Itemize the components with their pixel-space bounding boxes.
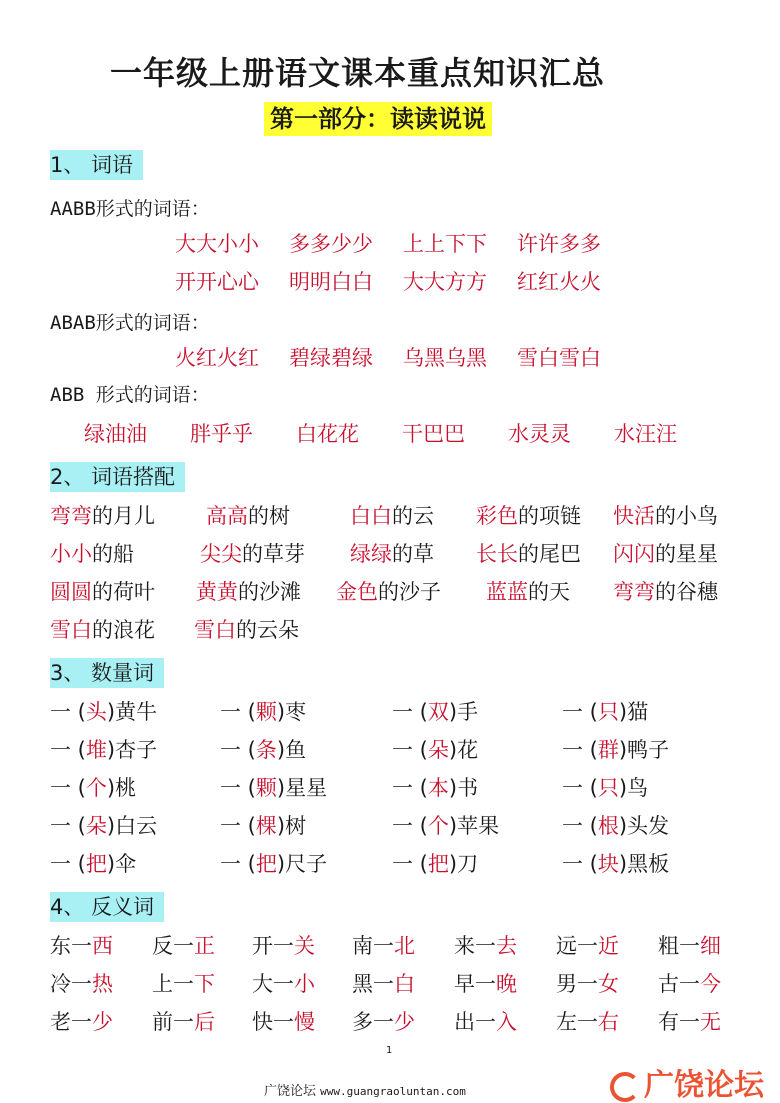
measure-noun: 苹果: [457, 814, 500, 838]
collocation-noun: 的沙滩: [238, 580, 301, 604]
collocation-item: [50, 500, 155, 530]
measure-noun: 头发: [627, 814, 670, 838]
measure-prefix: 一 (: [50, 738, 86, 762]
measure-prefix: 一 (: [392, 700, 428, 724]
antonym-dash: 一: [273, 934, 294, 958]
antonym-pair: [658, 1006, 721, 1036]
measure-classifier: 棵: [255, 814, 277, 838]
antonym-first: 快: [252, 1010, 273, 1034]
antonym-dash: 一: [71, 972, 92, 996]
antonym-dash: 一: [273, 972, 294, 996]
antonym-dash: 一: [679, 934, 700, 958]
measure-suffix: ): [276, 738, 286, 762]
measure-prefix: 一 (: [220, 852, 256, 876]
antonym-dash: 一: [679, 1010, 700, 1034]
antonym-pair: [658, 968, 721, 998]
logo-icon: [610, 1072, 640, 1102]
collocation-adjective: 弯弯: [613, 580, 655, 604]
abab-word: 乌黑乌黑: [403, 346, 487, 370]
section-heading-antonyms: 4、 反义词: [50, 892, 164, 922]
measure-classifier: 双: [427, 700, 449, 724]
antonym-first: 反: [152, 934, 173, 958]
collocation-item: [613, 538, 718, 568]
measure-noun: 枣: [285, 700, 307, 724]
antonym-first: 左: [556, 1010, 577, 1034]
collocation-adjective: 小小: [50, 542, 92, 566]
antonym-second: 今: [700, 972, 721, 996]
collocation-adjective: 黄黄: [196, 580, 238, 604]
collocation-noun: 的小鸟: [655, 504, 718, 528]
antonym-dash: 一: [173, 934, 194, 958]
measure-word-item: [562, 696, 648, 726]
measure-classifier: 只: [597, 776, 619, 800]
measure-word-item: [220, 810, 306, 840]
antonym-pair: [454, 968, 517, 998]
antonym-second: 晚: [496, 972, 517, 996]
antonym-first: 前: [152, 1010, 173, 1034]
collocation-noun: 的星星: [655, 542, 718, 566]
measure-noun: 刀: [457, 852, 479, 876]
collocation-adjective: 快活: [613, 504, 655, 528]
collocation-item: [476, 500, 581, 530]
page-number: 1: [386, 1045, 393, 1056]
collocation-item: [200, 538, 305, 568]
measure-prefix: 一 (: [220, 814, 256, 838]
antonym-first: 南: [352, 934, 373, 958]
abab-label: ABAB形式的词语：: [50, 312, 210, 334]
antonym-second: 去: [496, 934, 517, 958]
measure-prefix: 一 (: [50, 852, 86, 876]
measure-suffix: ): [618, 776, 628, 800]
collocation-noun: 的云朵: [236, 618, 299, 642]
measure-suffix: ): [448, 814, 458, 838]
antonym-second: 小: [294, 972, 315, 996]
antonym-pair: [556, 1006, 619, 1036]
measure-noun: 树: [285, 814, 307, 838]
antonym-dash: 一: [71, 1010, 92, 1034]
abab-word: 雪白雪白: [517, 346, 601, 370]
measure-noun: 鱼: [285, 738, 307, 762]
measure-suffix: ): [276, 814, 286, 838]
measure-word-item: [50, 848, 136, 878]
antonym-pair: [352, 1006, 415, 1036]
aabb-word: 上上下下: [403, 232, 487, 256]
collocation-item: [50, 576, 155, 606]
measure-word-item: [50, 772, 136, 802]
collocation-adjective: 雪白: [194, 618, 236, 642]
collocation-item: [50, 538, 134, 568]
antonym-dash: 一: [373, 1010, 394, 1034]
measure-word-item: [220, 772, 327, 802]
section-heading-words: 1、 词语: [50, 150, 143, 180]
antonym-first: 早: [454, 972, 475, 996]
measure-suffix: ): [618, 738, 628, 762]
antonym-pair: [352, 968, 415, 998]
collocation-adjective: 尖尖: [200, 542, 242, 566]
measure-noun: 伞: [115, 852, 137, 876]
measure-classifier: 块: [597, 852, 619, 876]
antonym-first: 有: [658, 1010, 679, 1034]
antonym-dash: 一: [475, 972, 496, 996]
measure-noun: 猫: [627, 700, 649, 724]
measure-word-item: [220, 848, 327, 878]
watermark-logo: [610, 1060, 764, 1103]
measure-suffix: ): [448, 700, 458, 724]
measure-prefix: 一 (: [220, 738, 256, 762]
collocation-item: [194, 614, 299, 644]
aabb-label: AABB形式的词语：: [50, 198, 210, 220]
collocation-item: [196, 576, 301, 606]
antonym-dash: 一: [373, 934, 394, 958]
measure-classifier: 个: [427, 814, 449, 838]
antonym-second: 北: [394, 934, 415, 958]
antonym-second: 右: [598, 1010, 619, 1034]
measure-noun: 星星: [285, 776, 328, 800]
collocation-item: [336, 576, 441, 606]
collocation-noun: 的船: [92, 542, 134, 566]
collocation-item: [476, 538, 581, 568]
antonym-dash: 一: [577, 1010, 598, 1034]
measure-noun: 鸟: [627, 776, 649, 800]
antonym-first: 出: [454, 1010, 475, 1034]
antonym-dash: 一: [475, 934, 496, 958]
antonym-second: 正: [194, 934, 215, 958]
antonym-pair: [252, 968, 315, 998]
part-subtitle: 第一部分：读读说说: [264, 102, 492, 136]
aabb-word: 明明白白: [289, 270, 373, 294]
measure-suffix: ): [448, 776, 458, 800]
footer-url: www.guangraoluntan.com: [320, 1085, 466, 1098]
measure-classifier: 朵: [85, 814, 107, 838]
aabb-word: 许许多多: [517, 232, 601, 256]
antonym-first: 黑: [352, 972, 373, 996]
antonym-first: 开: [252, 934, 273, 958]
abb-label: ABB 形式的词语：: [50, 384, 210, 406]
antonym-second: 少: [394, 1010, 415, 1034]
antonym-pair: [152, 1006, 215, 1036]
antonym-second: 慢: [294, 1010, 315, 1034]
antonym-second: 热: [92, 972, 113, 996]
abb-word: 水汪汪: [614, 422, 677, 446]
antonym-pair: [454, 1006, 517, 1036]
antonym-dash: 一: [273, 1010, 294, 1034]
antonym-second: 关: [294, 934, 315, 958]
antonym-second: 后: [194, 1010, 215, 1034]
collocation-adjective: 蓝蓝: [486, 580, 528, 604]
collocation-noun: 的谷穗: [655, 580, 718, 604]
measure-prefix: 一 (: [562, 776, 598, 800]
measure-word-item: [392, 696, 478, 726]
abb-word: 干巴巴: [402, 422, 465, 446]
measure-classifier: 条: [255, 738, 277, 762]
abab-word: 火红火红: [175, 346, 259, 370]
measure-classifier: 头: [85, 700, 107, 724]
measure-prefix: 一 (: [50, 776, 86, 800]
collocation-adjective: 闪闪: [613, 542, 655, 566]
measure-suffix: ): [618, 700, 628, 724]
collocation-noun: 的荷叶: [92, 580, 155, 604]
abab-word: 碧绿碧绿: [289, 346, 373, 370]
abb-word: 绿油油: [84, 422, 147, 446]
measure-classifier: 堆: [85, 738, 107, 762]
antonym-pair: [352, 930, 415, 960]
antonym-dash: 一: [373, 972, 394, 996]
measure-classifier: 本: [427, 776, 449, 800]
measure-suffix: ): [448, 852, 458, 876]
measure-prefix: 一 (: [50, 700, 86, 724]
measure-word-item: [220, 734, 306, 764]
measure-prefix: 一 (: [220, 700, 256, 724]
abb-word: 白花花: [296, 422, 359, 446]
antonym-pair: [252, 1006, 315, 1036]
antonym-second: 无: [700, 1010, 721, 1034]
collocation-noun: 的沙子: [378, 580, 441, 604]
antonym-first: 男: [556, 972, 577, 996]
collocation-noun: 的尾巴: [518, 542, 581, 566]
measure-prefix: 一 (: [220, 776, 256, 800]
antonym-first: 多: [352, 1010, 373, 1034]
measure-word-item: [562, 734, 669, 764]
measure-prefix: 一 (: [562, 738, 598, 762]
antonym-first: 粗: [658, 934, 679, 958]
antonym-second: 少: [92, 1010, 113, 1034]
measure-prefix: 一 (: [562, 814, 598, 838]
antonym-pair: [454, 930, 517, 960]
measure-classifier: 颗: [255, 776, 277, 800]
measure-word-item: [392, 810, 499, 840]
antonym-dash: 一: [173, 1010, 194, 1034]
antonym-pair: [50, 1006, 113, 1036]
measure-suffix: ): [106, 852, 116, 876]
collocation-item: [613, 500, 718, 530]
collocation-noun: 的草: [392, 542, 434, 566]
measure-suffix: ): [276, 852, 286, 876]
measure-word-item: [50, 696, 157, 726]
collocation-noun: 的草芽: [242, 542, 305, 566]
antonym-first: 东: [50, 934, 71, 958]
measure-word-item: [562, 810, 669, 840]
measure-prefix: 一 (: [392, 776, 428, 800]
aabb-word: 大大方方: [403, 270, 487, 294]
antonym-first: 远: [556, 934, 577, 958]
antonym-first: 古: [658, 972, 679, 996]
collocation-adjective: 雪白: [50, 618, 92, 642]
measure-word-item: [50, 734, 157, 764]
antonym-first: 来: [454, 934, 475, 958]
measure-prefix: 一 (: [392, 814, 428, 838]
collocation-adjective: 绿绿: [350, 542, 392, 566]
measure-classifier: 根: [597, 814, 619, 838]
antonym-second: 西: [92, 934, 113, 958]
antonym-first: 冷: [50, 972, 71, 996]
aabb-word: 大大小小: [175, 232, 259, 256]
aabb-word: 红红火火: [517, 270, 601, 294]
measure-suffix: ): [106, 776, 116, 800]
measure-classifier: 把: [85, 852, 107, 876]
measure-word-item: [562, 848, 669, 878]
collocation-noun: 的浪花: [92, 618, 155, 642]
section-heading-collocations: 2、 词语搭配: [50, 462, 185, 492]
antonym-second: 下: [194, 972, 215, 996]
antonym-dash: 一: [679, 972, 700, 996]
antonym-pair: [50, 968, 113, 998]
measure-noun: 黄牛: [115, 700, 158, 724]
measure-word-item: [562, 772, 648, 802]
measure-suffix: ): [618, 852, 628, 876]
collocation-item: [350, 538, 434, 568]
collocation-item: [206, 500, 290, 530]
measure-classifier: 群: [597, 738, 619, 762]
section-heading-measure-words: 3、 数量词: [50, 658, 164, 688]
measure-noun: 黑板: [627, 852, 670, 876]
measure-classifier: 颗: [255, 700, 277, 724]
aabb-word: 多多少少: [289, 232, 373, 256]
antonym-pair: [252, 930, 315, 960]
measure-classifier: 朵: [427, 738, 449, 762]
measure-suffix: ): [448, 738, 458, 762]
measure-classifier: 把: [255, 852, 277, 876]
measure-suffix: ): [106, 738, 116, 762]
antonym-dash: 一: [173, 972, 194, 996]
measure-noun: 花: [457, 738, 479, 762]
collocation-item: [50, 614, 155, 644]
antonym-pair: [556, 968, 619, 998]
antonym-pair: [658, 930, 721, 960]
measure-suffix: ): [106, 700, 116, 724]
collocation-noun: 的树: [248, 504, 290, 528]
measure-word-item: [392, 734, 478, 764]
antonym-pair: [152, 968, 215, 998]
collocation-item: [486, 576, 570, 606]
abb-word: 水灵灵: [508, 422, 571, 446]
measure-classifier: 只: [597, 700, 619, 724]
collocation-noun: 的云: [392, 504, 434, 528]
antonym-dash: 一: [577, 972, 598, 996]
antonym-second: 女: [598, 972, 619, 996]
measure-prefix: 一 (: [562, 700, 598, 724]
measure-prefix: 一 (: [392, 852, 428, 876]
measure-word-item: [220, 696, 306, 726]
collocation-noun: 的项链: [518, 504, 581, 528]
measure-suffix: ): [618, 814, 628, 838]
antonym-pair: [152, 930, 215, 960]
collocation-adjective: 长长: [476, 542, 518, 566]
measure-classifier: 把: [427, 852, 449, 876]
page-title: 一年级上册语文课本重点知识汇总: [110, 54, 606, 92]
watermark-text: 广饶论坛: [644, 1068, 764, 1103]
collocation-item: [350, 500, 434, 530]
measure-prefix: 一 (: [50, 814, 86, 838]
measure-noun: 书: [457, 776, 479, 800]
collocation-adjective: 高高: [206, 504, 248, 528]
collocation-adjective: 金色: [336, 580, 378, 604]
footer-site: 广饶论坛: [264, 1084, 317, 1099]
collocation-adjective: 白白: [350, 504, 392, 528]
measure-classifier: 个: [85, 776, 107, 800]
collocation-item: [613, 576, 718, 606]
measure-prefix: 一 (: [392, 738, 428, 762]
collocation-adjective: 彩色: [476, 504, 518, 528]
abb-word: 胖乎乎: [190, 422, 253, 446]
antonym-dash: 一: [475, 1010, 496, 1034]
antonym-dash: 一: [71, 934, 92, 958]
collocation-noun: 的月儿: [92, 504, 155, 528]
aabb-word: 开开心心: [175, 270, 259, 294]
measure-word-item: [392, 848, 478, 878]
collocation-adjective: 弯弯: [50, 504, 92, 528]
measure-suffix: ): [276, 700, 286, 724]
antonym-dash: 一: [577, 934, 598, 958]
measure-word-item: [50, 810, 157, 840]
measure-noun: 鸭子: [627, 738, 670, 762]
antonym-second: 细: [700, 934, 721, 958]
antonym-pair: [556, 930, 619, 960]
antonym-second: 入: [496, 1010, 517, 1034]
measure-noun: 尺子: [285, 852, 328, 876]
measure-suffix: ): [276, 776, 286, 800]
measure-noun: 桃: [115, 776, 137, 800]
antonym-pair: [50, 930, 113, 960]
measure-prefix: 一 (: [562, 852, 598, 876]
antonym-first: 上: [152, 972, 173, 996]
antonym-first: 大: [252, 972, 273, 996]
collocation-adjective: 圆圆: [50, 580, 92, 604]
measure-noun: 白云: [115, 814, 158, 838]
antonym-first: 老: [50, 1010, 71, 1034]
measure-word-item: [392, 772, 478, 802]
collocation-noun: 的天: [528, 580, 570, 604]
footer: [264, 1080, 466, 1099]
measure-noun: 手: [457, 700, 479, 724]
antonym-second: 近: [598, 934, 619, 958]
antonym-second: 白: [394, 972, 415, 996]
measure-suffix: ): [106, 814, 116, 838]
measure-noun: 杏子: [115, 738, 158, 762]
